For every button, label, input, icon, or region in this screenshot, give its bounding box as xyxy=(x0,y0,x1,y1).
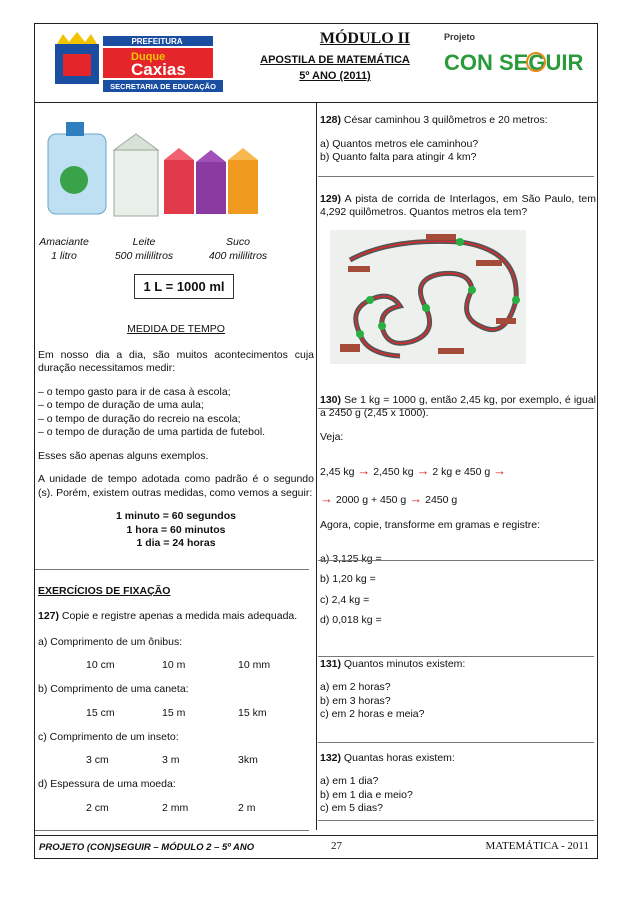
section-title: MEDIDA DE TEMPO xyxy=(127,323,225,335)
header xyxy=(35,24,597,103)
products-illustration xyxy=(38,108,314,236)
option: 15 cm xyxy=(86,706,115,719)
question-number: 130) xyxy=(320,393,342,406)
product-name: Leite xyxy=(132,236,156,248)
product-qty: 1 litro xyxy=(51,249,77,262)
title-block xyxy=(215,30,455,82)
divider xyxy=(318,176,594,177)
product-qty: 400 mililitros xyxy=(208,249,268,262)
worksheet-page xyxy=(34,23,598,859)
instruction: Agora, copie, transforme em gramas e registre: xyxy=(320,519,541,531)
arrow-right-icon: → xyxy=(409,490,423,506)
chain-step: 2,450 kg xyxy=(370,466,417,478)
interlagos-track-map xyxy=(330,230,526,364)
list-item: c) 2,4 kg = xyxy=(320,593,370,606)
arrow-right-icon: → xyxy=(357,463,371,478)
column-divider xyxy=(316,102,317,830)
prefeitura-logo xyxy=(53,30,228,96)
conversion-chain-1 xyxy=(320,464,596,480)
question-text: A pista de corrida de Interlagos, em São Paulo, tem 4,292 quilômetros. Quantos metros ela tem? xyxy=(320,192,596,218)
chain-step: 2450 g xyxy=(422,493,458,506)
product-labels xyxy=(38,236,314,264)
question-text: Copie e registre apenas a medida mais adequada. xyxy=(59,610,298,622)
item-label: b) Comprimento de uma caneta: xyxy=(38,683,189,695)
question-text: Se 1 kg = 1000 g, então 2,45 kg, por exemplo, é igual a 2450 g (2,45 x 1000). xyxy=(320,393,596,419)
divider xyxy=(318,408,594,409)
divider xyxy=(35,830,309,831)
item-label: d) Espessura de uma moeda: xyxy=(38,778,176,790)
examples-note: Esses são apenas alguns exemplos. xyxy=(38,449,209,462)
question-text: Quantos minutos existem: xyxy=(341,657,466,670)
svg-text:Caxias: Caxias xyxy=(131,60,186,79)
q127-item-b xyxy=(38,683,314,719)
question-132 xyxy=(320,752,596,766)
divider xyxy=(318,656,594,657)
divider xyxy=(318,560,594,561)
list-item: a) Quantos metros ele caminhou? xyxy=(320,137,479,150)
option: 2 mm xyxy=(162,801,189,814)
footer-subject: MATEMÁTICA - 2011 xyxy=(485,840,589,852)
q127-item-d xyxy=(38,778,314,814)
option: 10 mm xyxy=(238,659,271,671)
list-item: b) 1,20 kg = xyxy=(320,573,376,585)
unit-text: A unidade de tempo adotada como padrão é o segundo (s). Porém, existem outras medidas, como vemos a seguir: xyxy=(38,473,314,499)
list-item: a) 3,125 kg = xyxy=(320,552,382,565)
list-item: c) em 5 dias? xyxy=(320,802,384,814)
option: 10 cm xyxy=(86,659,115,671)
question-131 xyxy=(320,658,596,672)
chain-step: 2,45 kg xyxy=(320,466,358,478)
list-item: d) 0,018 kg = xyxy=(320,614,382,626)
question-text: César caminhou 3 quilômetros e 20 metros: xyxy=(341,114,548,126)
examples-list xyxy=(38,386,314,440)
option: 2 m xyxy=(238,801,256,814)
veja-label: Veja: xyxy=(320,430,344,443)
equivalence: 1 dia = 24 horas xyxy=(136,537,216,549)
product-qty: 500 mililitros xyxy=(114,249,174,262)
equivalence: 1 hora = 60 minutos xyxy=(126,523,226,536)
item-label: a) Comprimento de um ônibus: xyxy=(38,635,183,648)
page-subtitle: APOSTILA DE MATEMÁTICA xyxy=(260,54,410,66)
list-item: b) Quanto falta para atingir 4 km? xyxy=(320,151,477,163)
page-number: 27 xyxy=(331,840,342,852)
question-text: Quantas horas existem: xyxy=(341,751,455,764)
option: 3km xyxy=(238,754,258,766)
exercises-title: EXERCÍCIOS DE FIXAÇÃO xyxy=(38,584,171,597)
conversion-chain-2 xyxy=(320,492,596,508)
arrow-right-icon: → xyxy=(416,463,430,478)
conversion-box: 1 L = 1000 ml xyxy=(134,274,234,299)
list-item: – o tempo de duração de uma aula; xyxy=(38,399,204,411)
svg-text:Projeto: Projeto xyxy=(444,32,476,42)
item-label: c) Comprimento de um inseto: xyxy=(38,730,179,743)
chain-step: 2 kg e 450 g xyxy=(429,466,494,478)
divider xyxy=(318,742,594,743)
question-number: 128) xyxy=(320,114,342,126)
left-column xyxy=(35,108,314,838)
question-129 xyxy=(320,193,596,220)
q127-item-c xyxy=(38,731,314,767)
arrow-right-icon: → xyxy=(320,490,333,506)
question-130 xyxy=(320,394,596,421)
option: 3 m xyxy=(162,754,180,766)
list-item: b) em 3 horas? xyxy=(320,694,391,707)
svg-text:CON SEGUIR: CON SEGUIR xyxy=(444,50,584,75)
equivalence: 1 minuto = 60 segundos xyxy=(116,510,236,522)
page-title: MÓDULO II xyxy=(319,30,411,47)
arrow-right-icon: → xyxy=(493,463,507,478)
q127-item-a xyxy=(38,636,314,672)
question-number: 132) xyxy=(320,751,342,764)
divider xyxy=(35,569,309,570)
question-127 xyxy=(38,610,314,624)
product-name: Suco xyxy=(226,236,250,248)
list-item: – o tempo gasto para ir de casa à escola; xyxy=(38,385,231,398)
list-item: c) em 2 horas e meia? xyxy=(320,708,425,720)
svg-text:Duque: Duque xyxy=(131,51,166,63)
equivalences xyxy=(38,510,314,551)
list-item: a) em 1 dia? xyxy=(320,775,379,787)
list-item: – o tempo de duração de uma partida de futebol. xyxy=(38,426,266,438)
footer xyxy=(35,835,597,858)
product-name: Amaciante xyxy=(39,236,89,248)
option: 2 cm xyxy=(86,801,109,814)
list-item: b) em 1 dia e meio? xyxy=(320,788,413,801)
option: 3 cm xyxy=(86,754,109,766)
list-item: – o tempo de duração do recreio na escola; xyxy=(38,412,241,425)
chain-step: 2000 g + 450 g xyxy=(333,493,410,506)
question-number: 131) xyxy=(320,657,342,670)
question-number: 127) xyxy=(38,610,60,622)
question-128 xyxy=(320,114,596,128)
svg-text:SECRETARIA DE EDUCAÇÃO: SECRETARIA DE EDUCAÇÃO xyxy=(110,82,216,91)
svg-text:PREFEITURA: PREFEITURA xyxy=(131,37,183,46)
question-number: 129) xyxy=(320,192,342,205)
intro-text: Em nosso dia a dia, são muitos acontecimentos cuja duração necessitamos medir: xyxy=(38,348,314,374)
list-item: a) em 2 horas? xyxy=(320,681,391,693)
conseguir-logo xyxy=(440,26,600,92)
divider xyxy=(318,820,594,821)
footer-project: PROJETO (CON)SEGUIR – MÓDULO 2 – 5º ANO xyxy=(39,842,255,853)
option: 15 m xyxy=(162,706,186,719)
option: 15 km xyxy=(238,706,267,719)
right-column xyxy=(318,108,596,838)
option: 10 m xyxy=(162,659,186,671)
school-year: 5º ANO (2011) xyxy=(299,70,371,82)
